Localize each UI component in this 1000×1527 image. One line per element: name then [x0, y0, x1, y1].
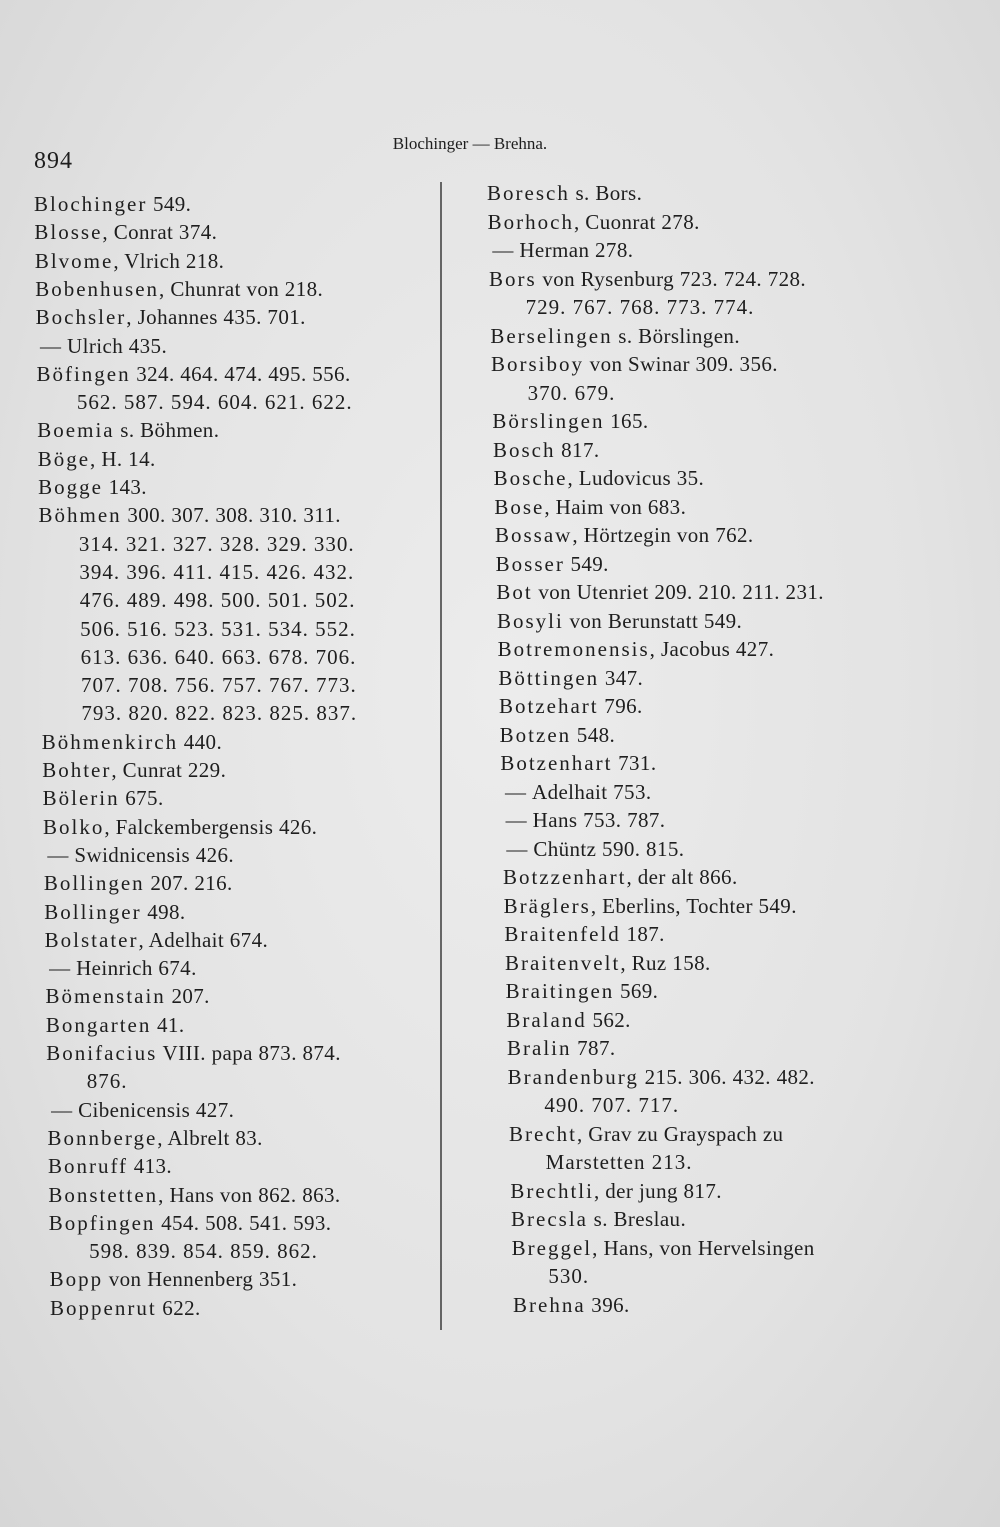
entry-headword: Bolko — [43, 814, 105, 839]
index-entry — [37, 417, 219, 443]
index-entry — [505, 950, 711, 976]
index-entry — [508, 1064, 815, 1090]
entry-references: von Rysenburg 723. 724. 728. — [536, 266, 807, 291]
index-entry — [42, 729, 222, 755]
index-entry — [46, 1040, 341, 1066]
entry-references: , Albrelt 83. — [157, 1125, 263, 1150]
entry-references: 207. 216. — [144, 871, 233, 896]
entry-references: Ulrich 435. — [67, 333, 168, 358]
entry-dash: — — [49, 956, 71, 981]
entry-references: Marstetten 213. — [545, 1150, 693, 1174]
index-entry — [38, 474, 147, 500]
entry-references: Cibenicensis 427. — [78, 1097, 235, 1122]
entry-references: 598. 839. 854. 859. 862. — [89, 1239, 318, 1264]
entry-references: 787. — [571, 1036, 616, 1060]
entry-headword: Botzenhart — [500, 751, 613, 775]
entry-headword: Bonstetten — [48, 1182, 159, 1207]
entry-headword: Bonifacius — [46, 1041, 158, 1065]
entry-headword: Botzehart — [499, 694, 599, 718]
entry-dash: — — [506, 836, 528, 861]
index-entry — [493, 437, 600, 463]
entry-references: von Swinar 309. 356. — [584, 352, 778, 376]
entry-headword: Boppenrut — [50, 1295, 157, 1320]
index-entry — [45, 983, 209, 1009]
entry-headword: Bräglers — [503, 893, 591, 918]
entry-headword: Braitingen — [505, 979, 615, 1003]
entry-references: , Ruz 158. — [620, 950, 711, 975]
entry-references: 370. 679. — [527, 380, 616, 405]
entry-references: , Chunrat von 218. — [159, 276, 324, 301]
entry-references: 729. 767. 768. 773. 774. — [525, 295, 755, 319]
entry-references: von Hennenberg 351. — [103, 1267, 298, 1292]
entry-headword: Bosche — [493, 466, 568, 490]
index-entry — [87, 1068, 128, 1094]
entry-references: , Vlrich 218. — [113, 248, 225, 273]
entry-headword: Bochsler — [35, 305, 127, 330]
index-entry — [43, 814, 317, 840]
index-entry — [491, 351, 778, 377]
entry-references: 396. — [585, 1292, 630, 1317]
column-divider — [440, 182, 442, 1330]
index-entry — [494, 494, 686, 520]
entry-references: s. Börslingen. — [612, 323, 740, 348]
entry-references: VIII. papa 873. 874. — [157, 1041, 341, 1065]
index-entry — [506, 978, 659, 1004]
entry-headword: Bossaw — [495, 523, 573, 547]
index-entry — [48, 1153, 172, 1179]
index-entry — [500, 750, 656, 776]
index-entry — [506, 1007, 630, 1033]
entry-references: , Johannes 435. 701. — [126, 305, 306, 330]
entry-references: 622. — [156, 1295, 201, 1320]
entry-references: , Adelhait 674. — [138, 927, 269, 952]
index-entry — [81, 700, 357, 726]
entry-headword: Bopfingen — [48, 1210, 156, 1235]
entry-references: 530. — [548, 1264, 590, 1288]
entry-references: , der alt 866. — [626, 865, 738, 889]
entry-references: , H. 14. — [90, 446, 156, 471]
index-entry — [487, 180, 642, 206]
index-entry — [34, 219, 217, 245]
index-entry — [528, 380, 616, 406]
index-entry — [39, 502, 341, 528]
index-entry — [506, 807, 666, 833]
entry-references: 876. — [86, 1069, 128, 1094]
entry-references: 347. — [599, 665, 644, 690]
running-head: Blochinger — Brehna. — [392, 134, 548, 153]
index-entry — [50, 1295, 201, 1321]
entry-references: 549. — [147, 192, 192, 216]
entry-references: 215. 306. 432. 482. — [638, 1064, 815, 1089]
entry-references: 314. 321. 327. 328. 329. 330. — [78, 531, 355, 556]
index-entry — [548, 1263, 589, 1289]
index-entry — [80, 587, 356, 613]
entry-headword: Braland — [506, 1007, 587, 1032]
index-entry — [35, 276, 323, 302]
index-entry — [510, 1178, 722, 1204]
entry-references: Chüntz 590. 815. — [533, 836, 685, 861]
index-entry — [511, 1206, 686, 1232]
entry-references: 675. — [119, 786, 164, 811]
entry-references: 490. 707. 717. — [544, 1093, 680, 1117]
index-entry — [488, 209, 700, 235]
entry-headword: Bonnberge — [47, 1125, 158, 1150]
entry-headword: Bölerin — [42, 786, 120, 811]
index-entry — [44, 899, 185, 925]
index-entry — [506, 836, 684, 862]
entry-references: Swidnicensis 426. — [74, 842, 235, 867]
entry-references: , Hörtzegin von 762. — [572, 523, 754, 547]
entry-references: Heinrich 674. — [76, 956, 197, 981]
entry-headword: Bonruff — [47, 1154, 129, 1179]
entry-headword: Bömenstain — [45, 984, 166, 1009]
entry-headword: Börslingen — [492, 409, 605, 433]
index-entry — [497, 608, 742, 634]
entry-headword: Böge — [37, 446, 91, 471]
entry-references: 454. 508. 541. 593. — [155, 1210, 332, 1235]
entry-references: 793. 820. 822. 823. 825. 837. — [81, 701, 358, 726]
entry-headword: Bose — [494, 494, 545, 519]
index-entry — [89, 1238, 318, 1264]
entry-headword: Botremonensis — [497, 637, 650, 661]
entry-headword: Brecsla — [511, 1207, 588, 1231]
entry-references: 476. 489. 498. 500. 501. 502. — [79, 588, 356, 613]
entry-dash: — — [51, 1097, 73, 1122]
entry-references: von Berunstatt 549. — [563, 608, 743, 633]
entry-references: 143. — [102, 475, 147, 499]
entry-headword: Bosch — [493, 437, 556, 462]
index-entry — [36, 304, 306, 330]
index-entry — [492, 408, 648, 434]
entry-headword: Botzzenhart — [503, 865, 627, 889]
entry-references: , Cuonrat 278. — [573, 209, 700, 234]
entry-references: , Ludovicus 35. — [567, 466, 705, 490]
index-entry — [546, 1149, 693, 1175]
entry-headword: Böhmen — [38, 503, 122, 528]
entry-headword: Blvome — [34, 248, 114, 273]
entry-references: s. Bors. — [569, 181, 643, 205]
entry-references: 498. — [141, 899, 186, 924]
index-entry — [504, 921, 664, 947]
entry-references: , Cunrat 229. — [111, 758, 227, 782]
entry-headword: Blochinger — [34, 192, 148, 216]
entry-headword: Breggel — [511, 1235, 593, 1260]
entry-references: , Hans von 862. 863. — [158, 1182, 341, 1207]
index-entry — [46, 1012, 185, 1038]
entry-headword: Bot — [496, 580, 533, 604]
entry-references: 187. — [620, 922, 665, 946]
entry-references: , Jacobus 427. — [649, 637, 775, 661]
entry-dash: — — [47, 842, 69, 867]
entry-headword: Bosyli — [497, 608, 564, 633]
entry-references: Hans 753. 787. — [532, 808, 666, 832]
entry-headword: Bohter — [42, 758, 112, 782]
index-entry — [496, 551, 609, 577]
entry-references: 731. — [612, 751, 657, 775]
index-entry — [509, 1121, 783, 1147]
index-entry — [49, 955, 197, 981]
index-entry — [499, 693, 643, 719]
index-entry — [48, 1182, 340, 1208]
entry-headword: Bogge — [38, 475, 103, 499]
entry-references: Herman 278. — [519, 238, 634, 262]
entry-headword: Bobenhusen — [35, 276, 160, 301]
entry-references: 562. — [586, 1007, 631, 1032]
entry-headword: Bors — [489, 266, 537, 291]
index-entry — [490, 323, 740, 349]
entry-references: , Grav zu Grayspach zu — [576, 1121, 784, 1146]
entry-headword: Bopp — [49, 1267, 104, 1292]
index-entry — [544, 1092, 679, 1118]
entry-references: , Hans, von Hervelsingen — [592, 1235, 815, 1260]
index-entry — [34, 191, 191, 217]
entry-headword: Bolstater — [44, 927, 139, 952]
entry-references: 207. — [165, 984, 210, 1009]
index-entry — [48, 1125, 263, 1151]
entry-references: 394. 396. 411. 415. 426. 432. — [79, 559, 355, 584]
index-entry — [79, 531, 355, 557]
index-entry — [36, 361, 350, 387]
entry-references: 707. 708. 756. 757. 767. 773. — [80, 673, 357, 698]
entry-headword: Brechtli — [510, 1178, 594, 1203]
index-entry — [79, 559, 354, 585]
entry-headword: Borsiboy — [491, 352, 585, 376]
index-entry — [498, 665, 643, 691]
entry-references: 562. 587. 594. 604. 621. 622. — [76, 390, 353, 415]
entry-headword: Bollinger — [44, 899, 142, 924]
index-entry — [526, 294, 755, 320]
entry-headword: Borhoch — [487, 209, 574, 234]
entry-references: , der jung 817. — [593, 1178, 722, 1203]
entry-references: , Haim von 683. — [544, 494, 687, 519]
index-entry — [492, 237, 633, 263]
index-entry — [504, 893, 797, 919]
index-entry — [496, 579, 824, 605]
entry-references: 613. 636. 640. 663. 678. 706. — [80, 644, 357, 669]
index-entry — [489, 266, 806, 292]
index-entry — [50, 1266, 298, 1292]
entry-headword: Böhmenkirch — [41, 729, 179, 754]
entry-references: 41. — [151, 1012, 185, 1037]
entry-headword: Brecht — [509, 1121, 577, 1146]
entry-references: Adelhait 753. — [532, 779, 652, 804]
index-entry — [81, 644, 357, 670]
index-entry — [49, 1210, 332, 1236]
index-entry — [505, 779, 652, 805]
entry-headword: Böfingen — [36, 361, 131, 386]
entry-references: 796. — [598, 694, 643, 718]
entry-dash: — — [492, 238, 514, 262]
entry-headword: Bongarten — [45, 1012, 152, 1037]
index-entry — [47, 842, 234, 868]
entry-references: 413. — [128, 1154, 173, 1179]
entry-references: von Utenriet 209. 210. 211. 231. — [532, 580, 824, 604]
entry-references: 549. — [564, 551, 609, 576]
entry-headword: Brehna — [513, 1292, 586, 1317]
entry-references: , Falckembergensis 426. — [104, 814, 318, 839]
entry-headword: Boresch — [487, 181, 570, 205]
entry-references: 548. — [571, 722, 616, 747]
entry-headword: Bralin — [507, 1036, 572, 1060]
entry-references: , Conrat 374. — [102, 220, 218, 245]
entry-references: 300. 307. 308. 310. 311. — [121, 503, 341, 528]
index-entry — [35, 248, 224, 274]
index-entry — [503, 864, 738, 890]
index-entry — [38, 446, 156, 472]
entry-headword: Bosser — [495, 551, 565, 576]
entry-references: 569. — [614, 979, 659, 1003]
index-entry — [513, 1292, 630, 1318]
entry-references: 506. 516. 523. 531. 534. 552. — [80, 616, 356, 641]
entry-references: 165. — [604, 409, 649, 433]
index-entry — [42, 757, 226, 783]
index-entry — [512, 1235, 815, 1261]
entry-headword: Bollingen — [43, 871, 145, 896]
entry-dash: — — [505, 808, 527, 832]
index-entry — [80, 616, 356, 642]
entry-dash: — — [40, 333, 62, 358]
entry-references: s. Breslau. — [587, 1207, 687, 1231]
entry-headword: Brandenburg — [507, 1064, 639, 1089]
index-entry — [495, 522, 754, 548]
index-entry — [494, 465, 704, 491]
index-entry — [498, 636, 775, 662]
index-entry — [500, 722, 615, 748]
entry-headword: Blosse — [34, 220, 103, 245]
index-entry — [77, 389, 353, 415]
entry-references: s. Böhmen. — [114, 418, 220, 443]
entry-headword: Böttingen — [498, 665, 600, 690]
entry-headword: Braitenvelt — [505, 950, 621, 975]
index-entry — [51, 1097, 234, 1123]
entry-headword: Braitenfeld — [504, 922, 621, 946]
entry-headword: Botzen — [499, 722, 572, 747]
entry-references: 324. 464. 474. 495. 556. — [130, 361, 351, 386]
entry-references: , Eberlins, Tochter 549. — [590, 893, 797, 918]
entry-headword: Berselingen — [490, 323, 613, 348]
index-entry — [44, 870, 233, 896]
entry-dash: — — [505, 779, 526, 804]
index-entry — [45, 927, 268, 953]
entry-references: 817. — [555, 437, 600, 462]
index-entry — [507, 1035, 616, 1061]
entry-headword: Boemia — [37, 418, 115, 443]
index-entry — [81, 672, 357, 698]
index-entry — [43, 785, 164, 811]
page-number: 894 — [34, 148, 73, 174]
index-entry — [40, 333, 167, 359]
entry-references: 440. — [178, 729, 223, 754]
